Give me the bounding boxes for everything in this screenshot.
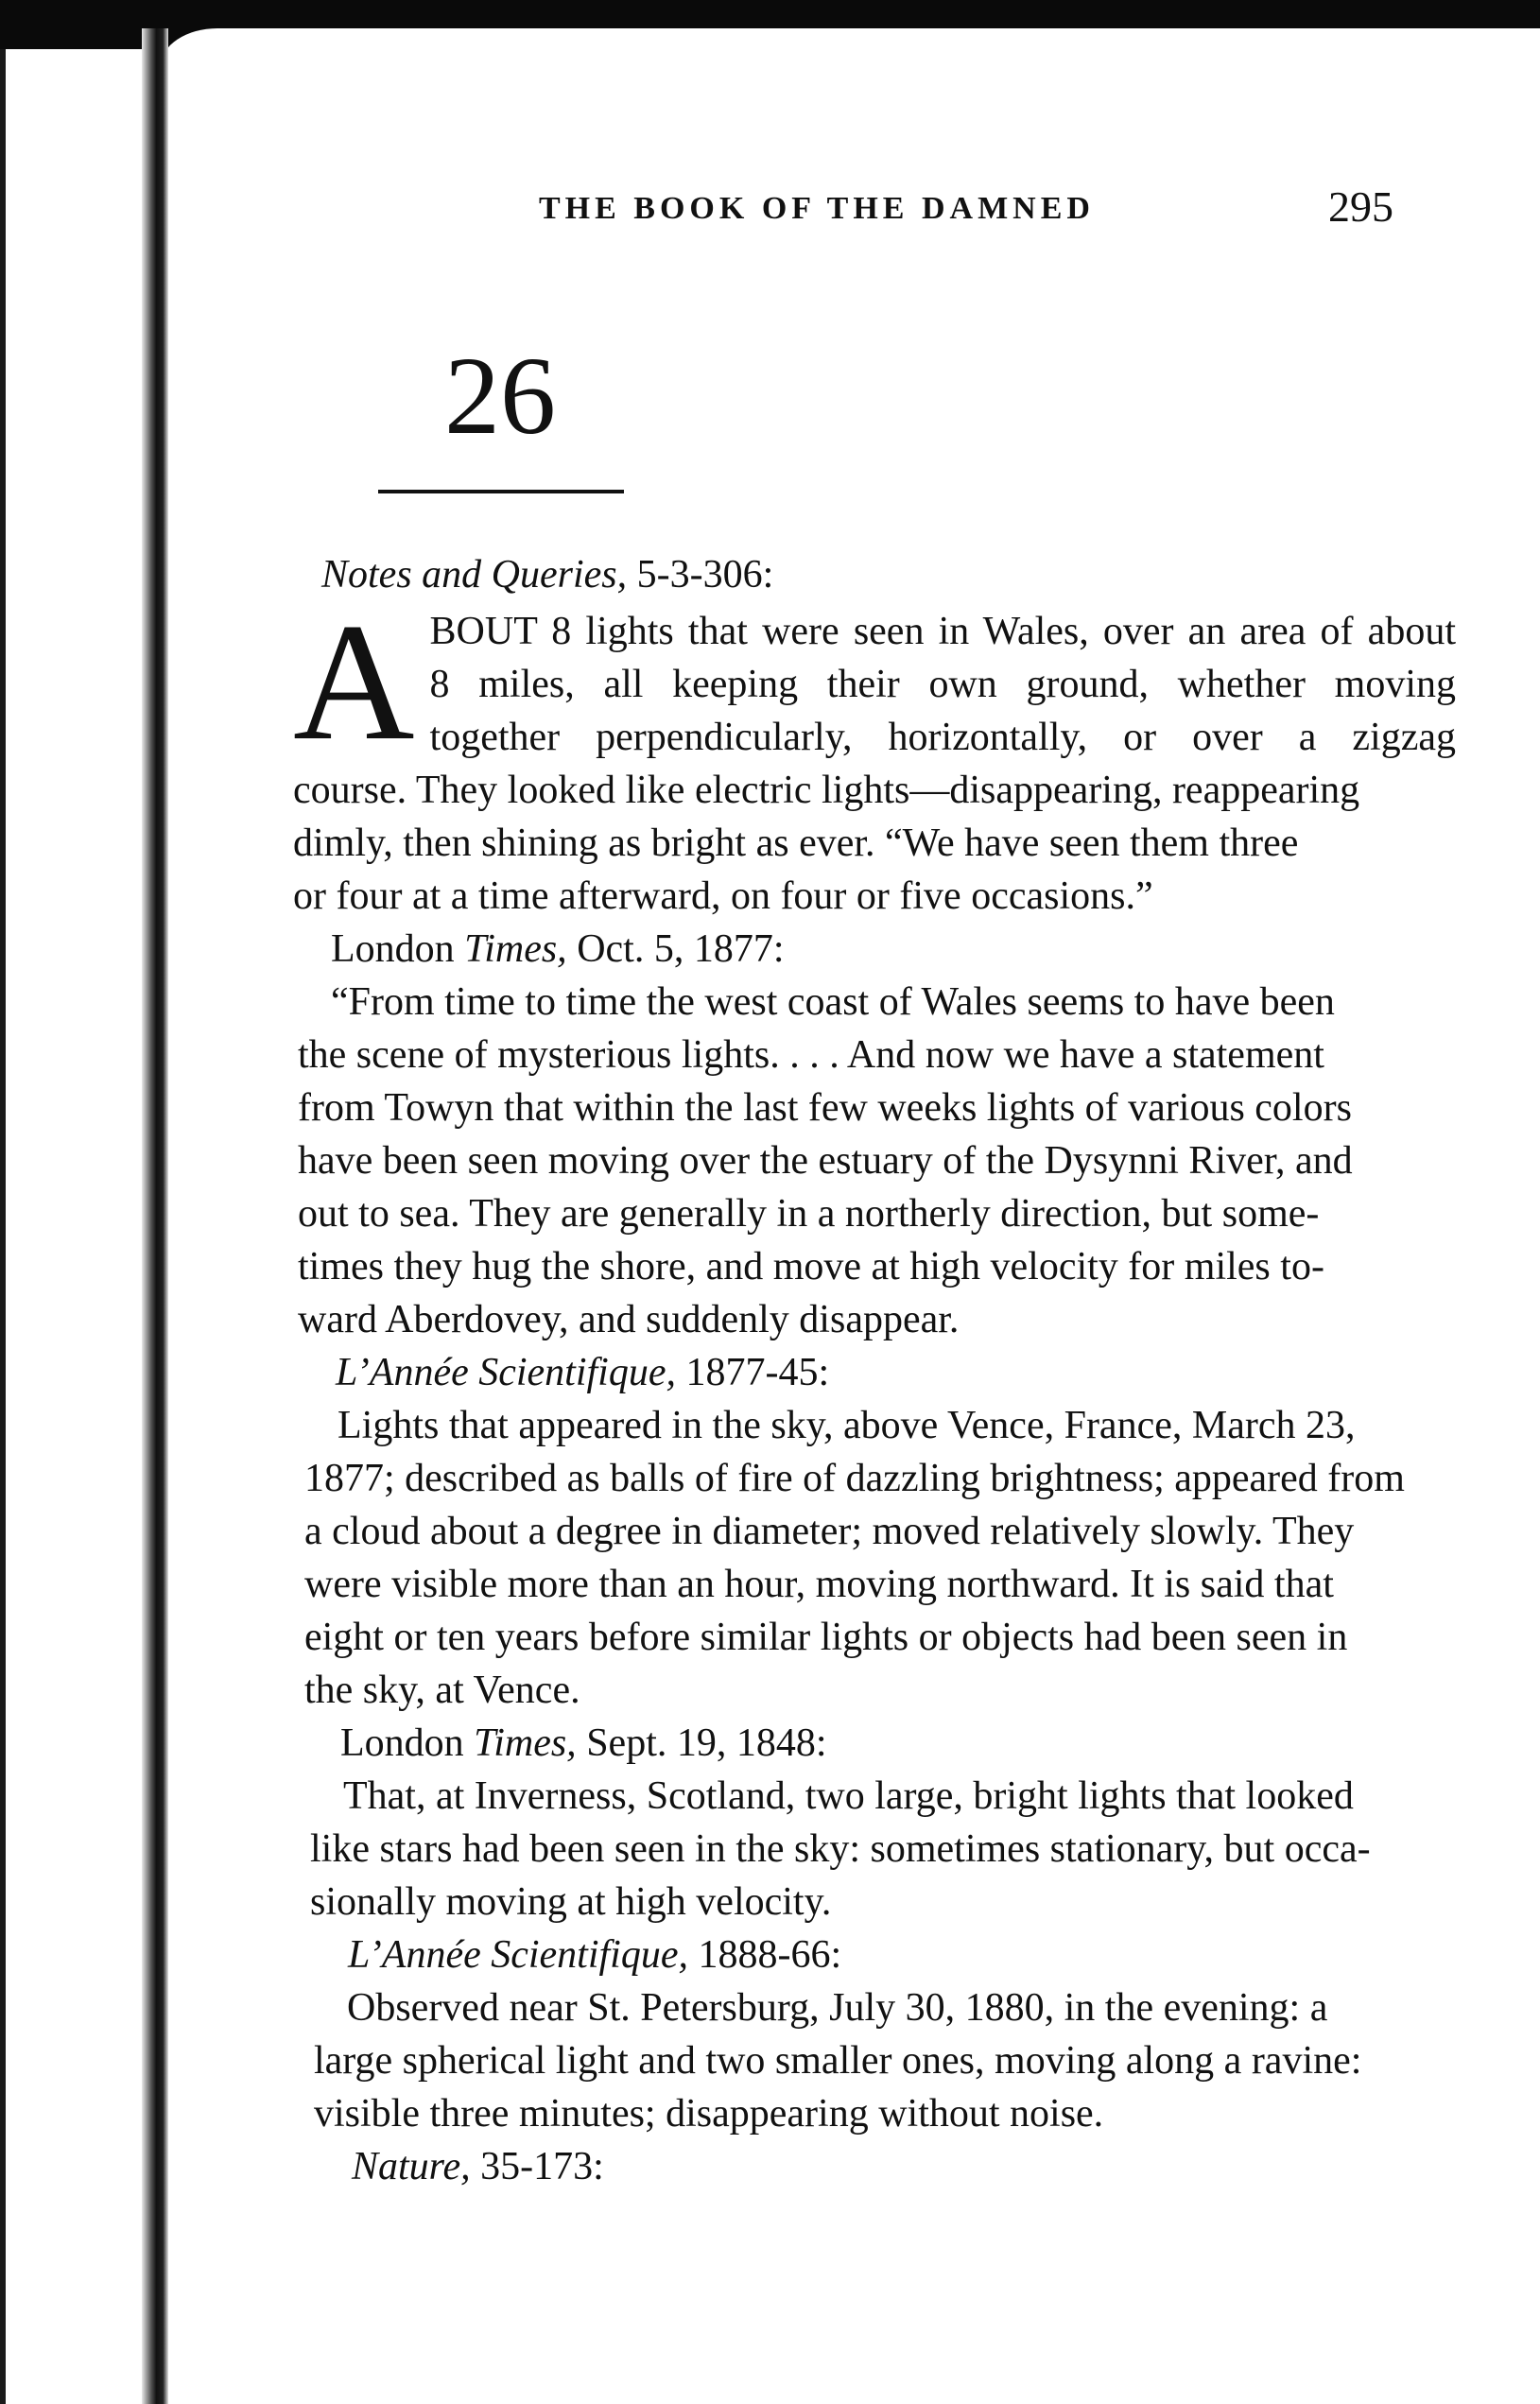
text-line: the sky, at Vence. bbox=[304, 1669, 580, 1712]
source-title: Times, bbox=[464, 927, 567, 971]
chapter-rule bbox=[378, 490, 624, 493]
source-ref: Sept. 19, 1848: bbox=[576, 1721, 827, 1765]
text-line: 1877; described as balls of fire of dazzling brightness; appeared from bbox=[304, 1457, 1405, 1500]
text-line: out to sea. They are generally in a northerly direction, but some- bbox=[298, 1192, 1320, 1236]
text-line: times they hug the shore, and move at high velocity for miles to- bbox=[298, 1245, 1324, 1288]
text-line: That, at Inverness, Scotland, two large, bright lights that looked bbox=[343, 1774, 1354, 1818]
chapter-number: 26 bbox=[444, 334, 556, 458]
source-title: L’Année Scientifique, bbox=[336, 1351, 676, 1394]
entry-text bbox=[310, 1770, 1482, 1928]
book-gutter-shadow bbox=[142, 28, 168, 2404]
text-line: sionally moving at high velocity. bbox=[310, 1880, 832, 1924]
book-page bbox=[284, 0, 1456, 2404]
text-line: have been seen moving over the estuary of the Dysynni River, and bbox=[298, 1139, 1353, 1183]
source-ref: 5-3-306: bbox=[627, 553, 774, 597]
page-number: 295 bbox=[1328, 182, 1393, 231]
source-citation bbox=[331, 923, 1503, 976]
source-ref: Oct. 5, 1877: bbox=[566, 927, 785, 971]
source-citation bbox=[321, 548, 1494, 601]
entry-text bbox=[293, 764, 1465, 923]
source-title: Times, bbox=[474, 1721, 577, 1765]
text-line: BOUT 8 lights that were seen in Wales, over an area of about bbox=[429, 610, 1456, 653]
scan-left-edge bbox=[0, 49, 6, 2404]
text-line: the scene of mysterious lights. . . . And now we have a statement bbox=[298, 1033, 1324, 1077]
text-line: “From time to time the west coast of Wales seems to have been bbox=[331, 980, 1335, 1024]
entry-text bbox=[304, 1399, 1477, 1717]
text-line: from Towyn that within the last few weeks lights of various colors bbox=[298, 1086, 1352, 1130]
text-line: visible three minutes; disappearing without noise. bbox=[314, 2092, 1104, 2136]
source-citation bbox=[340, 1717, 1513, 1770]
source-citation bbox=[336, 1346, 1508, 1399]
text-line: or four at a time afterward, on four or five occasions.” bbox=[293, 874, 1153, 918]
text-line: like stars had been seen in the sky: sometimes stationary, but occa- bbox=[310, 1827, 1371, 1871]
source-citation bbox=[348, 1928, 1520, 1981]
text-line: ward Aberdovey, and suddenly disappear. bbox=[298, 1298, 960, 1341]
text-line: dimly, then shining as bright as ever. “We have seen them three bbox=[293, 822, 1299, 865]
source-citation bbox=[352, 2140, 1524, 2193]
entry-text bbox=[298, 976, 1470, 1346]
source-ref: 1888-66: bbox=[688, 1933, 842, 1977]
text-line: Observed near St. Petersburg, July 30, 1880, in the evening: a bbox=[347, 1986, 1328, 2030]
text-line: eight or ten years before similar lights or objects had been seen in bbox=[304, 1616, 1348, 1659]
running-head: THE BOOK OF THE DAMNED bbox=[539, 191, 1095, 226]
source-prefix: London bbox=[340, 1721, 475, 1765]
entry-text bbox=[314, 1981, 1486, 2140]
entry-text-dropcap bbox=[293, 588, 1456, 775]
text-line: large spherical light and two smaller ones, moving along a ravine: bbox=[314, 2039, 1362, 2083]
text-line: a cloud about a degree in diameter; moved relatively slowly. They bbox=[304, 1510, 1355, 1553]
source-ref: 35-173: bbox=[470, 2145, 604, 2188]
text-line: 8 miles, all keeping their own ground, whether moving bbox=[429, 663, 1456, 706]
drop-cap: A bbox=[293, 588, 415, 775]
source-title: L’Année Scientifique, bbox=[348, 1933, 688, 1977]
text-line: together perpendicularly, horizontally, or over a zigzag bbox=[429, 716, 1456, 759]
source-ref: 1877-45: bbox=[676, 1351, 830, 1394]
source-prefix: London bbox=[331, 927, 465, 971]
text-line: Lights that appeared in the sky, above Vence, France, March 23, bbox=[337, 1404, 1356, 1447]
text-line: were visible more than an hour, moving northward. It is said that bbox=[304, 1563, 1334, 1606]
source-title: Nature, bbox=[352, 2145, 471, 2188]
text-line: course. They looked like electric lights—disappearing, reappearing bbox=[293, 769, 1360, 812]
source-title: Notes and Queries, bbox=[321, 553, 628, 597]
